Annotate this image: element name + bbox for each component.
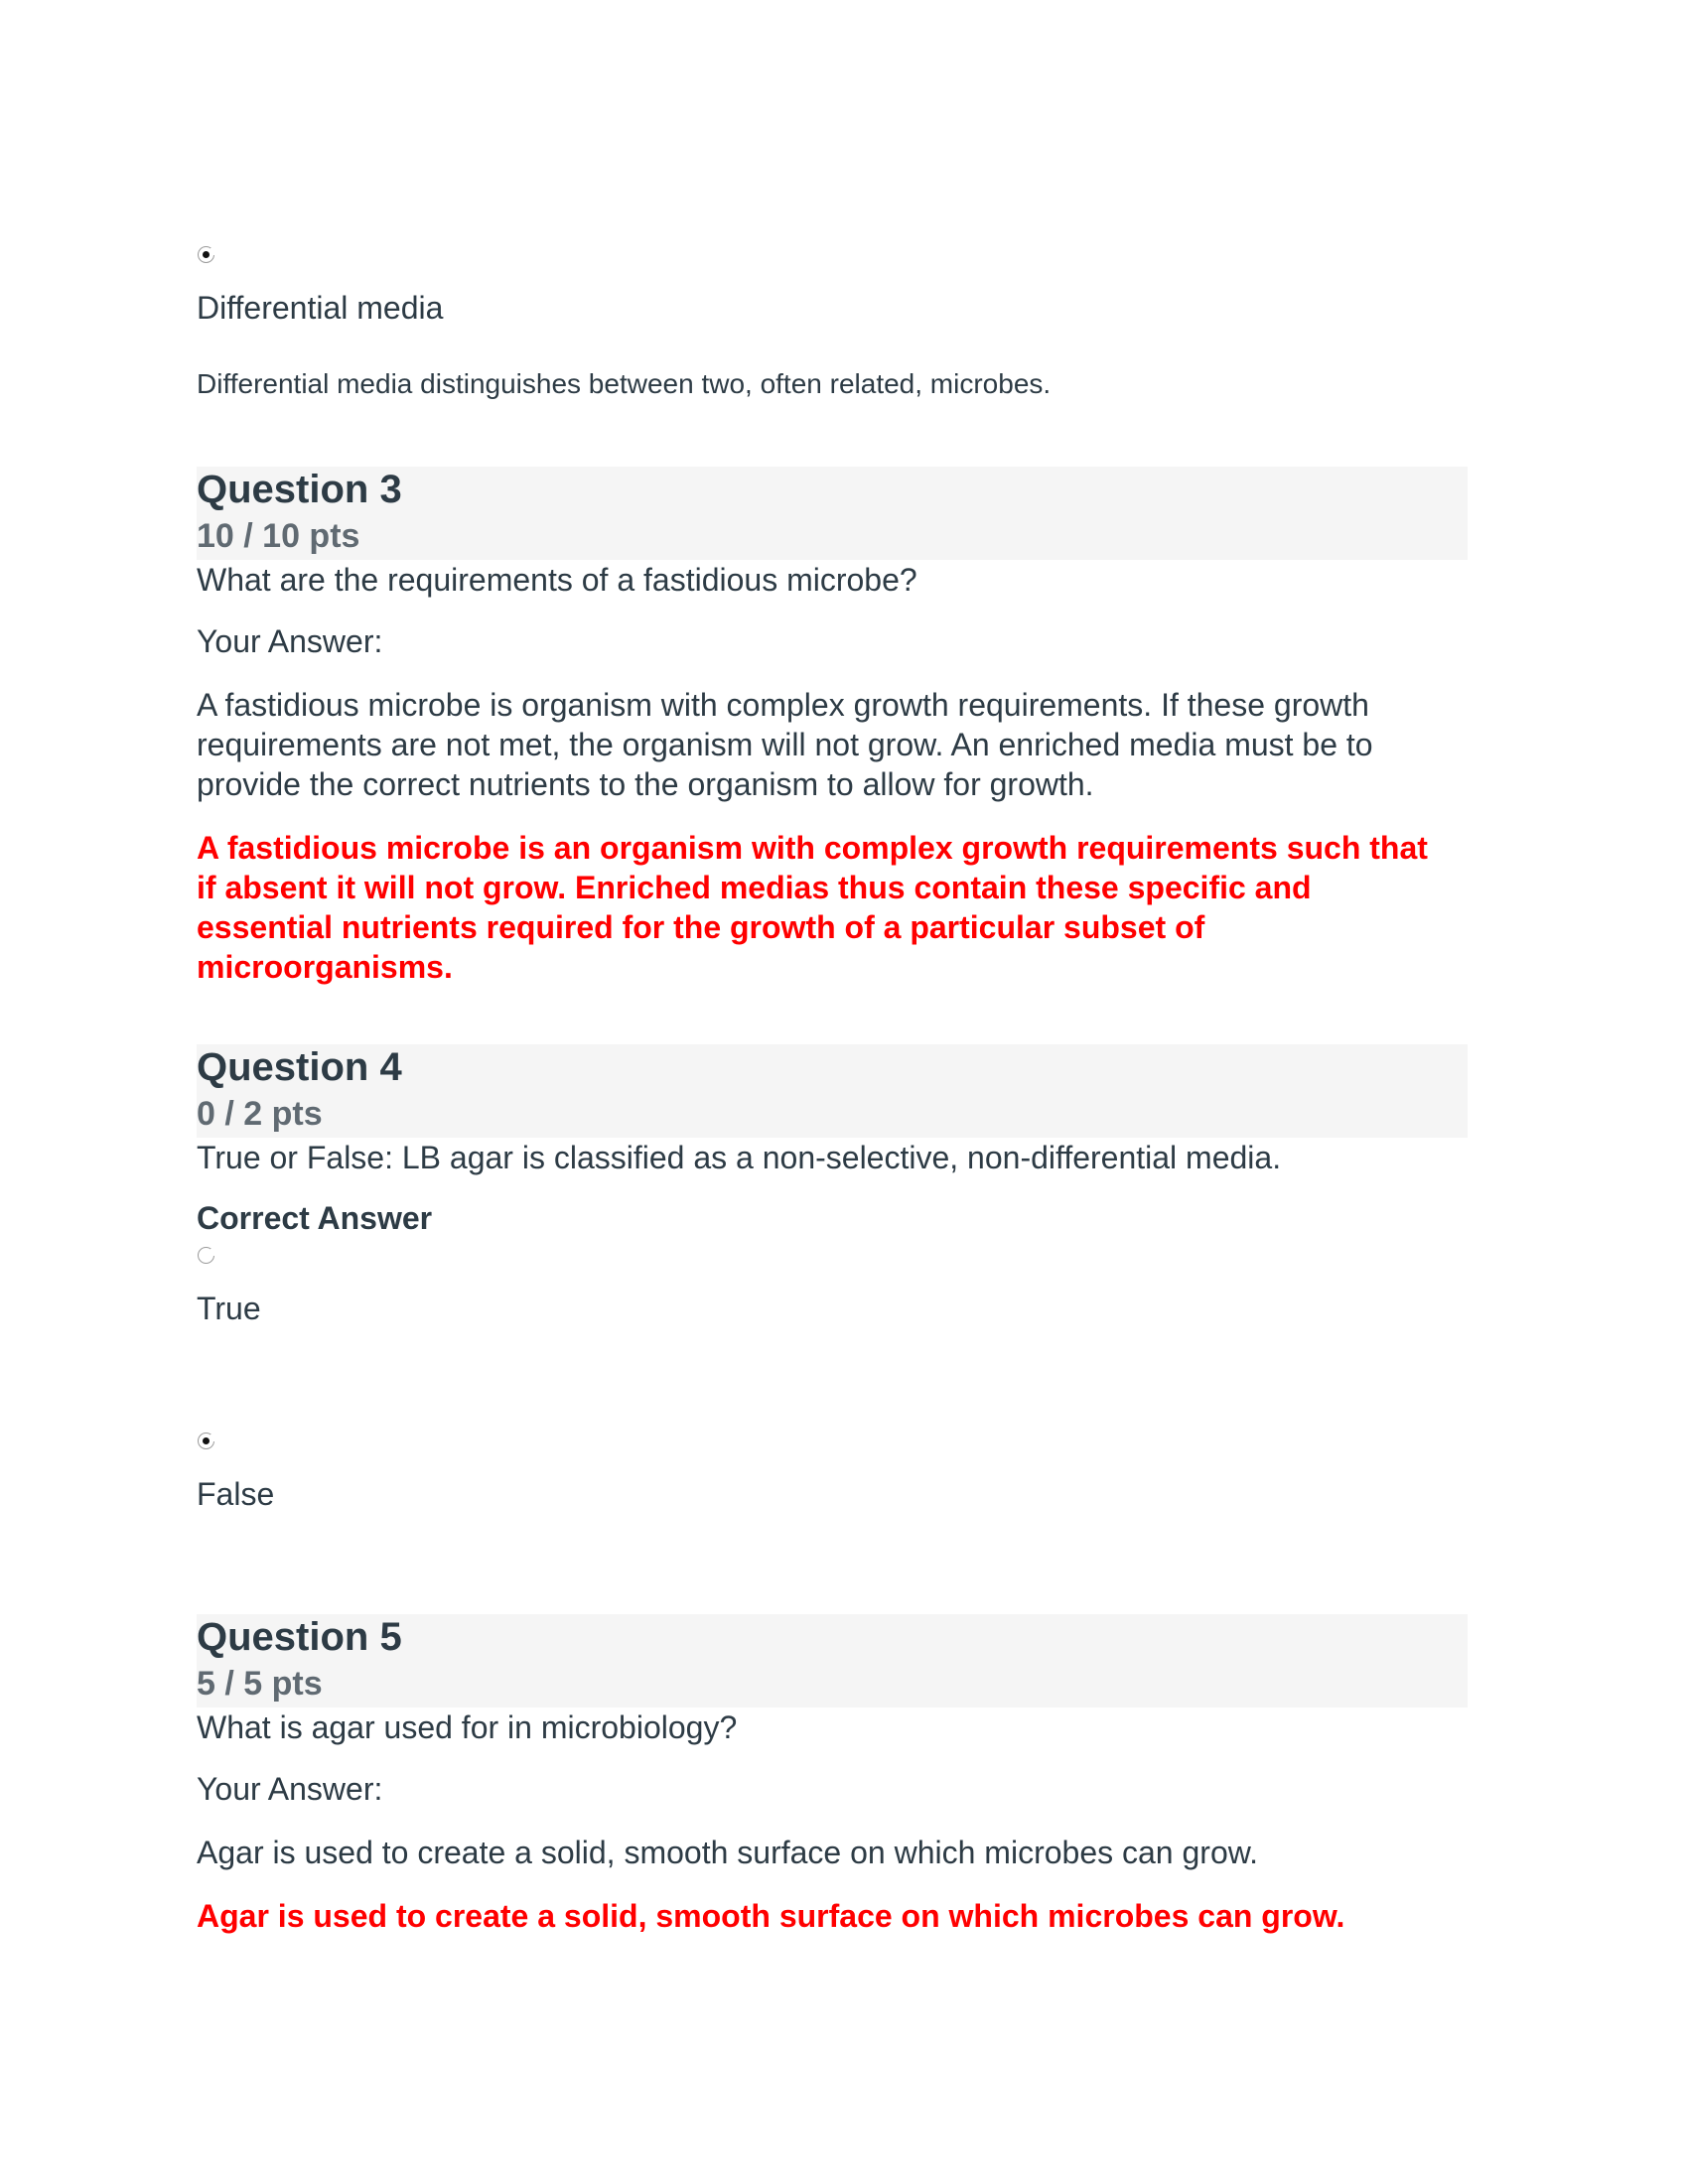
option-label-false: False bbox=[197, 1476, 275, 1512]
question-3-header bbox=[197, 467, 1468, 560]
answer-line: A fastidious microbe is organism with complex growth requirements. If these growth bbox=[197, 687, 1369, 723]
question-3-feedback bbox=[197, 828, 1477, 987]
question-5-title: Question 5 bbox=[197, 1615, 402, 1659]
true-option-radio[interactable] bbox=[198, 1247, 214, 1264]
question-5-feedback: Agar is used to create a solid, smooth surface on which microbes can grow. bbox=[197, 1898, 1345, 1934]
question-4-title: Question 4 bbox=[197, 1045, 402, 1089]
option-explanation: Differential media distinguishes between two, often related, microbes. bbox=[197, 368, 1052, 399]
question-5-your-answer-label: Your Answer: bbox=[197, 1771, 383, 1807]
question-5-header bbox=[197, 1614, 1468, 1707]
question-5-points: 5 / 5 pts bbox=[197, 1665, 323, 1703]
differential-media-radio[interactable] bbox=[198, 246, 214, 263]
question-4-prompt: True or False: LB agar is classified as a non-selective, non-differential media. bbox=[197, 1140, 1282, 1175]
question-3-answer bbox=[197, 685, 1468, 804]
option-label-true: True bbox=[197, 1291, 261, 1326]
question-4-header bbox=[197, 1044, 1468, 1138]
question-3-your-answer-label: Your Answer: bbox=[197, 623, 383, 659]
question-3-prompt: What are the requirements of a fastidious microbe? bbox=[197, 562, 917, 598]
question-4-points: 0 / 2 pts bbox=[197, 1095, 323, 1133]
answer-line: provide the correct nutrients to the organism to allow for growth. bbox=[197, 766, 1094, 802]
feedback-line: A fastidious microbe is an organism with complex growth requirements such that bbox=[197, 830, 1428, 866]
question-5-prompt: What is agar used for in microbiology? bbox=[197, 1709, 738, 1745]
question-3-title: Question 3 bbox=[197, 468, 402, 511]
answer-line: requirements are not met, the organism will not grow. An enriched media must be to bbox=[197, 727, 1373, 762]
feedback-line: microorganisms. bbox=[197, 949, 453, 985]
question-5-answer: Agar is used to create a solid, smooth surface on which microbes can grow. bbox=[197, 1835, 1258, 1870]
option-label-differential-media: Differential media bbox=[197, 290, 444, 326]
feedback-line: if absent it will not grow. Enriched medias thus contain these specific and bbox=[197, 870, 1312, 905]
false-option-radio[interactable] bbox=[198, 1433, 214, 1449]
correct-answer-label: Correct Answer bbox=[197, 1200, 433, 1236]
question-3-points: 10 / 10 pts bbox=[197, 517, 360, 555]
feedback-line: essential nutrients required for the growth of a particular subset of bbox=[197, 909, 1205, 945]
